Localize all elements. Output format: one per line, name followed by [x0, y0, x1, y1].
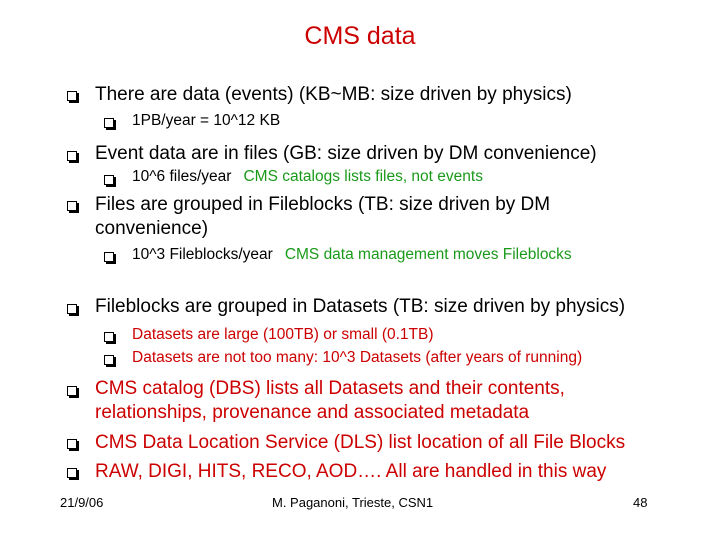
square-bullet-icon	[67, 304, 77, 314]
footer-author: M. Paganoni, Trieste, CSN1	[272, 495, 434, 510]
sub-bullet-line	[132, 246, 572, 264]
bullet-text-line2: relationships, provenance and associated metadata	[95, 402, 530, 423]
square-bullet-icon	[104, 355, 114, 365]
bullet-text-line1: Files are grouped in Fileblocks (TB: size driven by DM	[95, 194, 551, 215]
square-bullet-icon	[104, 118, 114, 128]
square-bullet-icon	[67, 439, 77, 449]
sub-bullet-text: 10^3 Fileblocks/year	[132, 246, 273, 263]
square-bullet-icon	[104, 175, 114, 185]
bullet-text-line1: CMS catalog (DBS) lists all Datasets and their contents,	[95, 378, 565, 399]
bullet-text: CMS Data Location Service (DLS) list location of all File Blocks	[95, 432, 626, 453]
sub-bullet-text: 10^6 files/year	[132, 168, 232, 185]
sub-bullet-line	[132, 168, 483, 186]
square-bullet-icon	[67, 201, 77, 211]
square-bullet-icon	[67, 468, 77, 478]
bullet-text: Fileblocks are grouped in Datasets (TB: size driven by physics)	[95, 296, 626, 317]
square-bullet-icon	[67, 91, 77, 101]
sub-bullet-note: CMS data management moves Fileblocks	[284, 246, 572, 263]
bullet-text-line2: convenience)	[95, 218, 209, 239]
footer-page-number: 48	[633, 495, 648, 510]
sub-bullet-text: Datasets are not too many: 10^3 Datasets (after years of running)	[132, 349, 583, 366]
bullet-text: RAW, DIGI, HITS, RECO, AOD…. All are handled in this way	[95, 461, 607, 482]
square-bullet-icon	[67, 151, 77, 161]
square-bullet-icon	[104, 332, 114, 342]
slide-title: CMS data	[304, 22, 416, 50]
square-bullet-icon	[104, 252, 114, 262]
footer-date: 21/9/06	[60, 495, 104, 510]
bullet-text: There are data (events) (KB~MB: size driven by physics)	[95, 84, 572, 105]
sub-bullet-note: CMS catalogs lists files, not events	[243, 168, 483, 185]
square-bullet-icon	[67, 386, 77, 396]
sub-bullet-text: Datasets are large (100TB) or small (0.1TB)	[132, 326, 434, 343]
bullet-text: Event data are in files (GB: size driven by DM convenience)	[95, 143, 597, 164]
sub-bullet-text: 1PB/year = 10^12 KB	[132, 112, 281, 129]
